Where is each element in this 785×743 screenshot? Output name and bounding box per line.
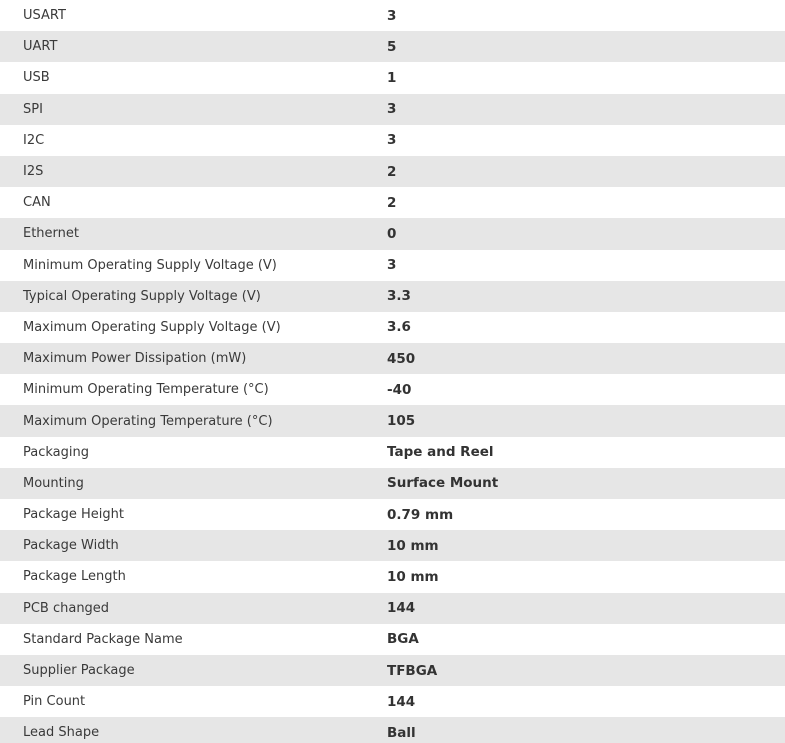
- spec-label: Mounting: [23, 475, 84, 491]
- spec-value: 3.6: [387, 319, 411, 336]
- spec-row-max-power-dissipation: [0, 343, 785, 374]
- spec-row-mounting: [0, 468, 785, 499]
- spec-row-lead-shape: [0, 717, 785, 743]
- spec-value: TFBGA: [387, 662, 438, 679]
- spec-label: Supplier Package: [23, 663, 135, 679]
- spec-label: UART: [23, 39, 58, 55]
- spec-value: 144: [387, 693, 416, 710]
- spec-row-packaging: [0, 437, 785, 468]
- spec-label: Standard Package Name: [23, 631, 183, 647]
- spec-label: Package Width: [23, 538, 119, 554]
- spec-label: Packaging: [23, 444, 89, 460]
- spec-label: Pin Count: [23, 694, 86, 710]
- spec-row-min-temperature: [0, 374, 785, 405]
- spec-row-min-supply-voltage: [0, 250, 785, 281]
- spec-value: 1: [387, 69, 397, 86]
- spec-row-ethernet: [0, 218, 785, 249]
- spec-value: 10 mm: [387, 537, 439, 554]
- spec-row-pin-count: [0, 686, 785, 717]
- spec-row-package-length: [0, 561, 785, 592]
- spec-label: Ethernet: [23, 226, 79, 242]
- spec-label: Maximum Power Dissipation (mW): [23, 351, 247, 367]
- spec-row-pcb-changed: [0, 593, 785, 624]
- spec-label: Minimum Operating Supply Voltage (V): [23, 257, 277, 273]
- spec-value: BGA: [387, 631, 419, 648]
- spec-value: 3: [387, 101, 397, 118]
- spec-row-i2s: [0, 156, 785, 187]
- spec-value: 2: [387, 163, 397, 180]
- spec-row-usb: [0, 62, 785, 93]
- spec-row-supplier-package: [0, 655, 785, 686]
- spec-row-i2c: [0, 125, 785, 156]
- spec-label: Maximum Operating Supply Voltage (V): [23, 319, 281, 335]
- spec-row-max-temperature: [0, 405, 785, 436]
- spec-value: 3: [387, 7, 397, 24]
- spec-value: 0: [387, 225, 397, 242]
- spec-label: CAN: [23, 195, 51, 211]
- spec-value: 3: [387, 257, 397, 274]
- spec-value: Tape and Reel: [387, 444, 494, 461]
- spec-label: Lead Shape: [23, 725, 100, 741]
- spec-label: I2S: [23, 164, 44, 180]
- spec-row-max-supply-voltage: [0, 312, 785, 343]
- spec-label: SPI: [23, 101, 43, 117]
- spec-value: 5: [387, 38, 397, 55]
- spec-row-uart: [0, 31, 785, 62]
- spec-label: I2C: [23, 132, 45, 148]
- spec-label: USB: [23, 70, 50, 86]
- spec-row-can: [0, 187, 785, 218]
- spec-value: 450: [387, 350, 416, 367]
- spec-label: PCB changed: [23, 600, 110, 616]
- spec-value: -40: [387, 381, 412, 398]
- spec-label: Package Length: [23, 569, 126, 585]
- spec-label: Typical Operating Supply Voltage (V): [23, 288, 261, 304]
- spec-value: Surface Mount: [387, 475, 499, 492]
- spec-value: 10 mm: [387, 568, 439, 585]
- spec-value: 105: [387, 413, 416, 430]
- spec-row-typ-supply-voltage: [0, 281, 785, 312]
- spec-label: Package Height: [23, 507, 124, 523]
- spec-row-spi: [0, 94, 785, 125]
- spec-row-package-width: [0, 530, 785, 561]
- spec-row-package-height: [0, 499, 785, 530]
- spec-row-usart: [0, 0, 785, 31]
- spec-label: Maximum Operating Temperature (°C): [23, 413, 273, 429]
- spec-value: 3.3: [387, 288, 411, 305]
- spec-value: 3: [387, 132, 397, 149]
- spec-value: 144: [387, 600, 416, 617]
- spec-value: Ball: [387, 724, 416, 741]
- spec-row-standard-package-name: [0, 624, 785, 655]
- spec-value: 2: [387, 194, 397, 211]
- spec-value: 0.79 mm: [387, 506, 454, 523]
- spec-label: Minimum Operating Temperature (°C): [23, 382, 269, 398]
- spec-label: USART: [23, 8, 66, 24]
